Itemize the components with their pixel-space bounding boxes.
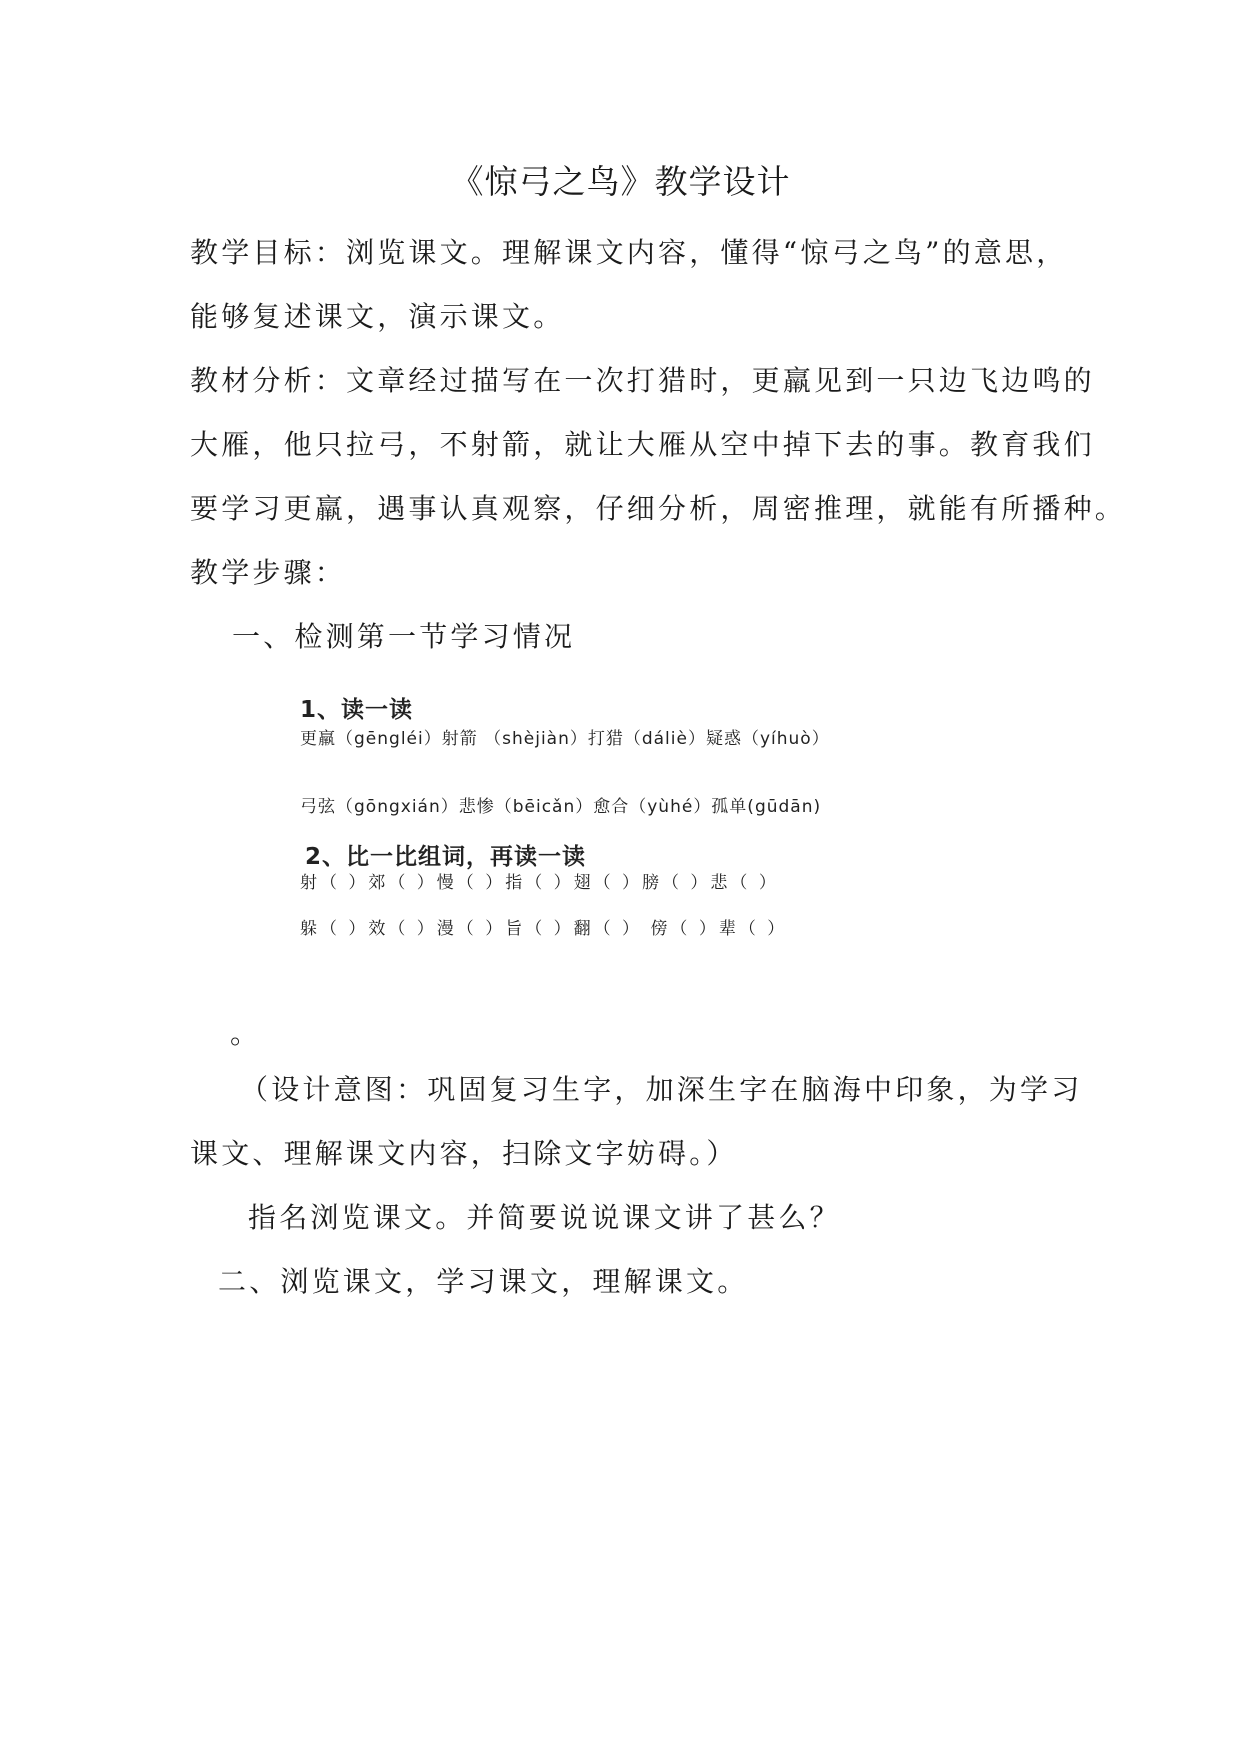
stray-period: 。: [230, 1017, 262, 1050]
exercise-1-heading: 1、读一读: [300, 697, 414, 723]
document-title: 《惊弓之鸟》教学设计: [450, 162, 791, 201]
objectives-line-1: 教学目标：浏览课文。理解课文内容，懂得“惊弓之鸟”的意思，: [190, 236, 1068, 269]
design-intent-line-1: （设计意图：巩固复习生字，加深生字在脑海中印象，为学习: [240, 1073, 1083, 1106]
exercise-2-row-2: 躲（ ）效（ ）漫（ ）旨（ ）翻（ ） 傍（ ）辈（ ）: [300, 919, 788, 939]
section-2-heading: 二、浏览课文，学习课文，理解课文。: [218, 1265, 749, 1298]
steps-label: 教学步骤：: [190, 556, 347, 589]
exercise-1-row-2: 弓弦（gōngxián）悲惨（bēicǎn）愈合（yùhé）孤单(gūdān): [300, 797, 822, 817]
design-intent-line-2: 课文、理解课文内容，扫除文字妨碍。）: [190, 1137, 738, 1170]
objectives-line-2: 能够复述课文，演示课文。: [190, 300, 565, 333]
analysis-line-3: 要学习更羸，遇事认真观察，仔细分析，周密推理，就能有所播种。: [190, 492, 1127, 525]
instruction-line: 指名浏览课文。并简要说说课文讲了甚么？: [248, 1201, 841, 1234]
exercise-2-row-1: 射（ ）郊（ ）慢（ ）指（ ）翅（ ）膀（ ）悲（ ）: [300, 873, 779, 893]
section-1-heading: 一、检测第一节学习情况: [232, 620, 576, 653]
analysis-line-2: 大雁，他只拉弓，不射箭，就让大雁从空中掉下去的事。教育我们: [190, 428, 1095, 461]
exercise-1-row-1: 更羸（gēngléi）射箭 （shèjiàn）打猎（dáliè）疑惑（yíhuò）: [300, 729, 830, 749]
analysis-line-1: 教材分析：文章经过描写在一次打猎时，更羸见到一只边飞边鸣的: [190, 364, 1095, 397]
exercise-2-heading: 2、比一比组词，再读一读: [305, 844, 587, 870]
